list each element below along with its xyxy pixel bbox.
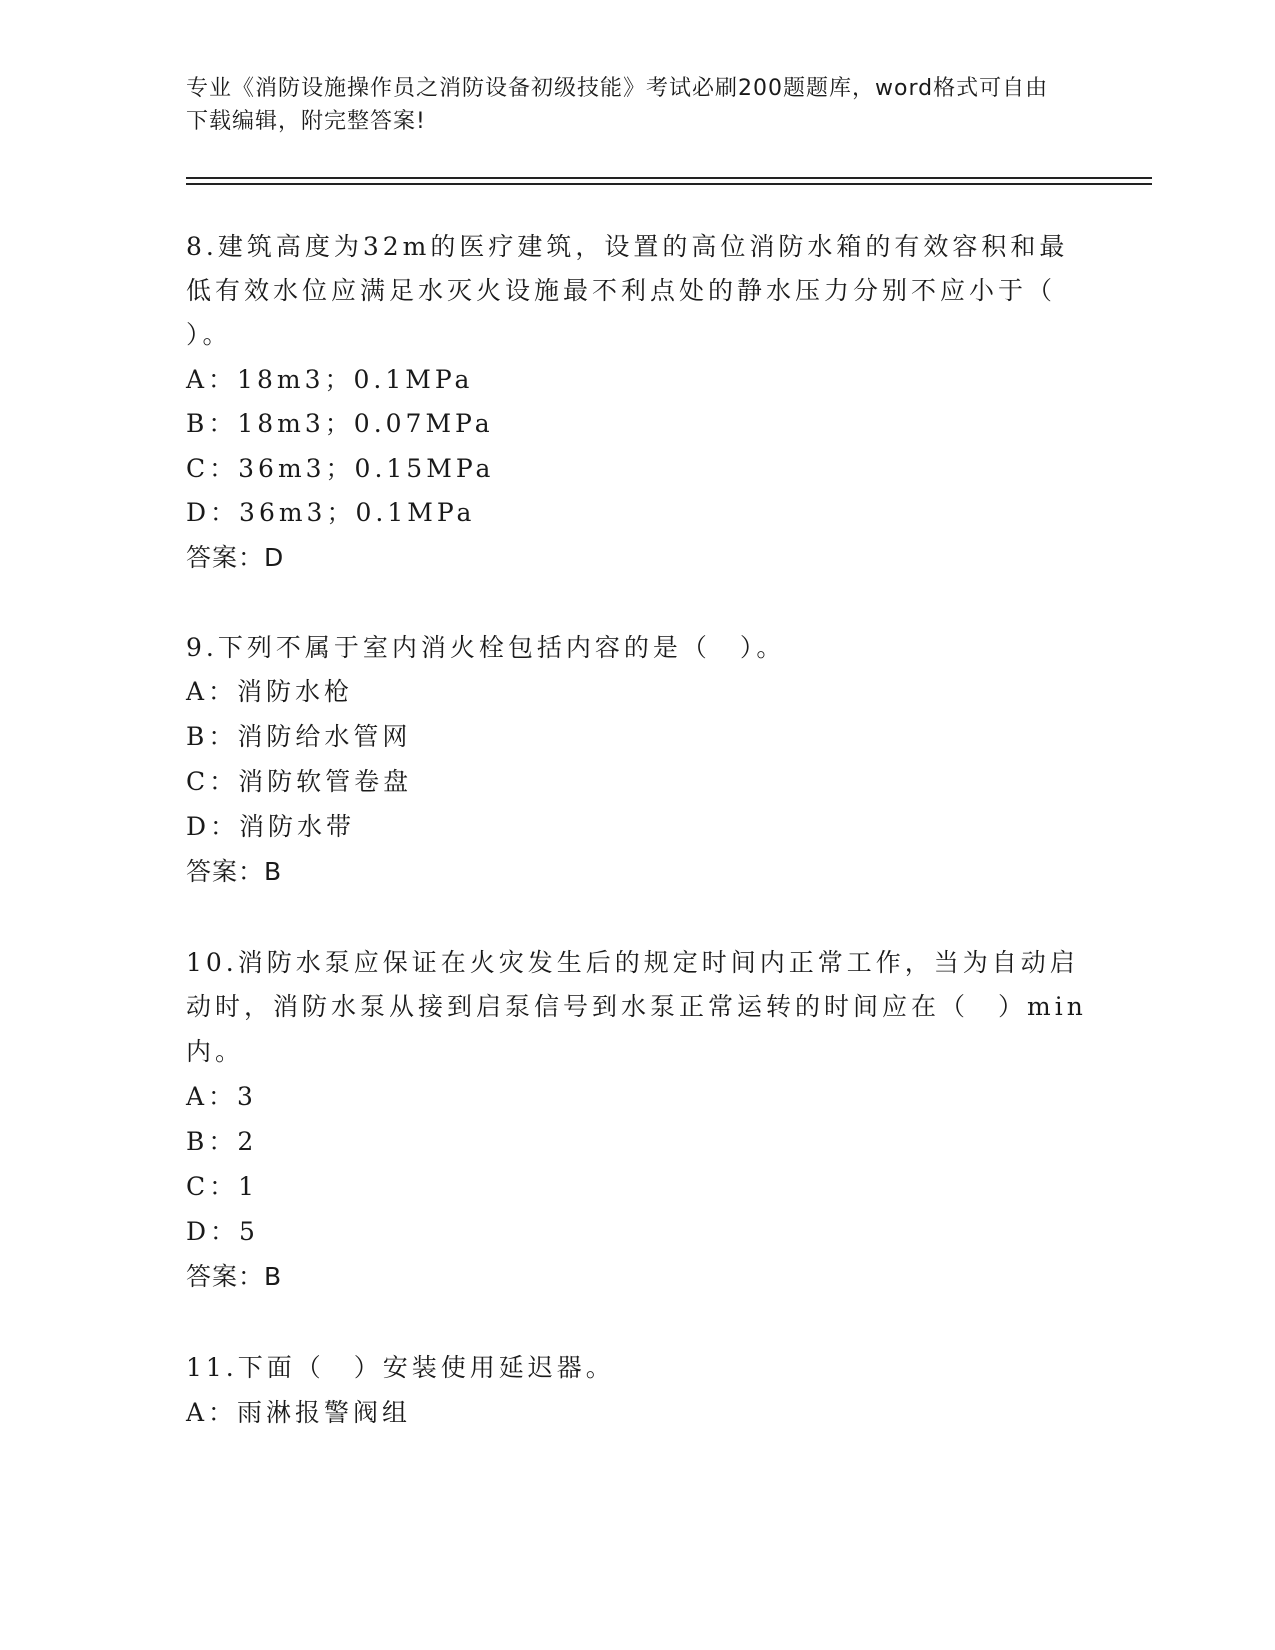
question-9-answer: 答案：B	[186, 857, 283, 886]
question-9-option-c: C：消防软管卷盘	[186, 767, 413, 796]
question-10-option-a: A：3	[186, 1082, 257, 1111]
question-9-option-b: B：消防给水管网	[186, 722, 412, 751]
question-9-option-d: D：消防水带	[186, 812, 356, 841]
question-10-option-c: C：1	[186, 1172, 259, 1201]
question-9-option-a: A：消防水枪	[186, 677, 354, 706]
question-10-stem-line-3: 内。	[186, 1037, 245, 1066]
question-8-option-c: C：36m3；0.15MPa	[186, 454, 495, 483]
question-10-stem-line-2: 动时，消防水泵从接到启泵信号到水泵正常运转的时间应在（ ）min	[186, 992, 1087, 1021]
document-header: 专业《消防设施操作员之消防设备初级技能》考试必刷200题题库，word格式可自由下载编辑，附完整答案!	[186, 76, 1049, 134]
question-8-stem-line-1: 8.建筑高度为32m的医疗建筑，设置的高位消防水箱的有效容积和最	[186, 232, 1069, 261]
question-10-option-b: B：2	[186, 1127, 258, 1156]
question-8-option-d: D：36m3；0.1MPa	[186, 498, 476, 527]
question-11-option-a: A：雨淋报警阀组	[186, 1398, 412, 1427]
question-10-option-d: D：5	[186, 1217, 259, 1246]
question-8-option-b: B：18m3；0.07MPa	[186, 409, 494, 438]
question-10-stem-line-1: 10.消防水泵应保证在火灾发生后的规定时间内正常工作，当为自动启	[186, 948, 1079, 977]
question-8-stem-line-3: ）。	[186, 320, 232, 349]
question-8-stem-line-2: 低有效水位应满足水灭火设施最不利点处的静水压力分别不应小于（	[186, 276, 1057, 305]
question-11-stem-line-1: 11.下面（ ）安装使用延迟器。	[186, 1353, 615, 1382]
header-divider-bottom	[186, 183, 1152, 185]
question-8-option-a: A：18m3；0.1MPa	[186, 365, 474, 394]
question-8-answer: 答案：D	[186, 543, 285, 572]
question-9-stem-line-1: 9.下列不属于室内消火栓包括内容的是（ ）。	[186, 633, 786, 662]
header-divider-top	[186, 177, 1152, 179]
question-10-answer: 答案：B	[186, 1262, 283, 1291]
